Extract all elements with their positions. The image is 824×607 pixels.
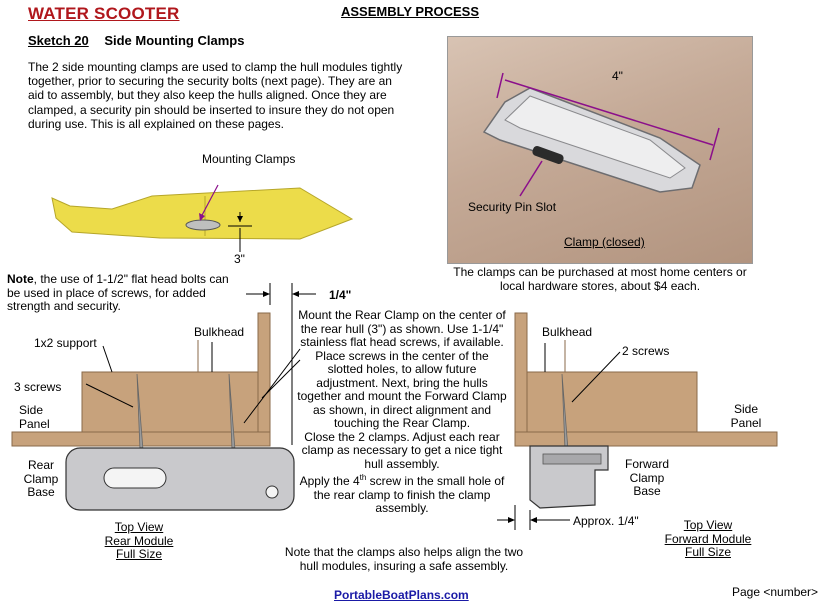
forward-gap-label: Approx. 1/4" bbox=[573, 514, 639, 528]
intro-paragraph: The 2 side mounting clamps are used to clamp the hull modules tightly together, prior to securing the security bolts (next page). They are an aid to assembly, but they also keep the hulls aligned. Once they are clamped, a security pin should be inserted to insure they do not open during use. This is all explained on these pages. bbox=[28, 60, 403, 131]
rear-view-line-1: Top View bbox=[114, 520, 164, 534]
instructions-p3 bbox=[297, 471, 507, 516]
rear-support-label: 1x2 support bbox=[34, 336, 97, 350]
forward-screws-label: 2 screws bbox=[622, 344, 670, 358]
instructions-p2: Close the 2 clamps. Adjust each rear clamp as necessary to get a nice tight hull assembly. bbox=[301, 429, 503, 471]
photo-caption: Clamp (closed) bbox=[564, 235, 645, 249]
rear-bulkhead-label: Bulkhead bbox=[194, 325, 245, 339]
mounting-clamps-label: Mounting Clamps bbox=[202, 152, 296, 166]
purchase-note: The clamps can be purchased at most home centers or local hardware stores, about $4 each. bbox=[453, 265, 747, 293]
rear-screws-label: 3 screws bbox=[14, 380, 62, 394]
security-pin-slot-label: Security Pin Slot bbox=[468, 200, 557, 214]
page-number: Page <number> bbox=[732, 585, 819, 599]
bolt-note-bold: Note bbox=[7, 272, 34, 286]
forward-view-line-2: Forward Module bbox=[664, 531, 752, 546]
gap-label: 1/4" bbox=[329, 288, 352, 302]
forward-view-caption bbox=[656, 519, 760, 560]
forward-clamp-base-label: Forward Clamp Base bbox=[624, 457, 669, 498]
bolt-note bbox=[7, 273, 239, 314]
clamp-length-label: 4" bbox=[612, 69, 623, 83]
instructions-p3-sup: th bbox=[359, 473, 367, 482]
instructions-p3-start: Apply the 4 bbox=[299, 474, 360, 488]
alignment-note: Note that the clamps also helps align the two hull modules, insuring a safe assembly. bbox=[284, 545, 524, 573]
sketch-number: Sketch 20 bbox=[28, 33, 89, 48]
rear-view-line-3: Full Size bbox=[115, 547, 162, 561]
forward-side-panel-label: Side Panel bbox=[730, 402, 762, 430]
hull-side-view bbox=[52, 185, 352, 252]
rear-view-line-2: Rear Module bbox=[104, 533, 174, 548]
rear-clamp-base-label: Rear Clamp Base bbox=[23, 458, 59, 499]
forward-bulkhead-label: Bulkhead bbox=[542, 325, 593, 339]
document-title: WATER SCOOTER bbox=[28, 4, 180, 23]
document-subtitle: ASSEMBLY PROCESS bbox=[341, 4, 479, 19]
bolt-note-text: , the use of 1-1/2" flat head bolts can be used in place of screws, for added strength and security. bbox=[7, 272, 229, 313]
forward-view-line-3: Full Size bbox=[684, 545, 731, 559]
instructions-p3-end: screw in the small hole of the rear clamp to finish the clamp assembly. bbox=[313, 474, 505, 515]
rear-side-panel-label: Side Panel bbox=[19, 403, 50, 431]
hull-dimension-label: 3" bbox=[234, 252, 245, 266]
sketch-title: Side Mounting Clamps bbox=[104, 33, 245, 48]
forward-view-line-1: Top View bbox=[683, 518, 733, 532]
rear-view-caption bbox=[98, 521, 180, 562]
website-link[interactable]: PortableBoatPlans.com bbox=[334, 588, 469, 602]
instructions-p1: Mount the Rear Clamp on the center of the rear hull (3") as shown. Use 1-1/4" stainless flat head screws, if available. Place screws in the center of the slotted holes, to allow future adjustment. Next, bring the hulls together and mount the Forward Clamp as shown, in direct alignment and touching the Rear Clamp. bbox=[297, 308, 507, 430]
instructions bbox=[297, 309, 507, 516]
photo-clamp-drawing bbox=[484, 73, 719, 196]
